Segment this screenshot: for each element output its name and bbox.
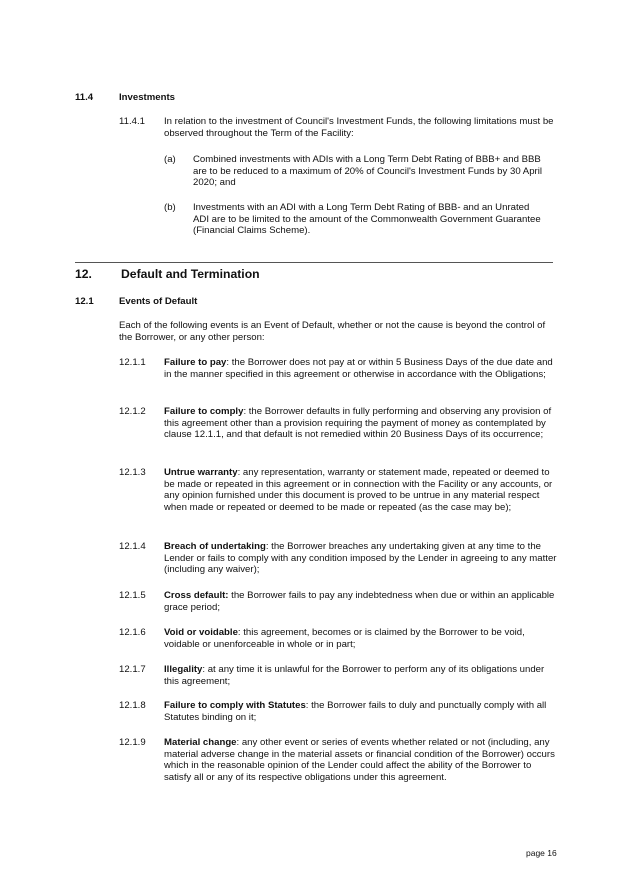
paragraph-text: Combined investments with ADIs with a Long Term Debt Rating of BBB+ and BBB are to be reduced to a maximum of 20% of Council's Investment Funds by 30 April 2020; and: [193, 154, 542, 189]
clause-text: Failure to comply with Statutes: the Borrower fails to duly and punctually comply with all Statutes binding on it;: [164, 700, 547, 723]
clause-term: Illegality: [164, 664, 203, 675]
clause-number: 12.1.9: [119, 737, 146, 748]
section-number: 11.4: [75, 92, 94, 103]
clause-term: Void or voidable: [164, 627, 238, 638]
clause-number: 12.1.4: [119, 541, 146, 552]
clause-text: Cross default: the Borrower fails to pay any indebtedness when due or within an applicable grace period;: [164, 590, 555, 613]
section-number: 12.1: [75, 296, 94, 307]
clause-text: Failure to pay: the Borrower does not pay at or within 5 Business Days of the due date and in the manner specified in this agreement or otherwise in accordance with the Obligations;: [164, 357, 553, 380]
intro-paragraph: Each of the following events is an Event of Default, whether or not the cause is beyond the control of the Borrower, or any other person:: [119, 320, 546, 343]
clause-term: Breach of undertaking: [164, 541, 266, 552]
clause-number: 12.1.7: [119, 664, 146, 675]
clause-number: 12.1.3: [119, 467, 146, 478]
page-number: page 16: [526, 848, 557, 858]
clause-text: Void or voidable: this agreement, becomes or is claimed by the Borrower to be void, voidable or unenforceable in whole or in part;: [164, 627, 525, 650]
clause-number: 12.1.5: [119, 590, 146, 601]
clause-text: Material change: any other event or series of events whether related or not (including, any material adverse change in the material assets or financial condition of the Borrower) occurs which in the reasonable opinion of the Lender could affect the ability of the Borrower to satisfy all or any of its respective obligations under this agreement.: [164, 737, 555, 784]
section-title: Investments: [119, 92, 175, 103]
paragraph-text: Investments with an ADI with a Long Term Debt Rating of BBB- and an Unrated ADI are to be limited to the amount of the Commonwealth Government Guarantee (Financial Claims Scheme).: [193, 202, 541, 237]
clause-term: Material change: [164, 737, 237, 748]
clause-text: Breach of undertaking: the Borrower breaches any undertaking given at any time to the Lender or fails to comply with any condition imposed by the Lender in agreeing to any matter (including any waiver);: [164, 541, 557, 576]
clause-term: Failure to comply: [164, 406, 244, 417]
clause-number: 12.1.8: [119, 700, 146, 711]
heading-number: 12.: [75, 267, 92, 281]
heading-title: Default and Termination: [121, 267, 260, 281]
clause-number: 12.1.6: [119, 627, 146, 638]
clause-term: Failure to pay: [164, 357, 227, 368]
section-divider: [75, 262, 553, 263]
clause-term: Untrue warranty: [164, 467, 238, 478]
clause-text: Failure to comply: the Borrower defaults in fully performing and observing any provision of this agreement other than a provision requiring the payment of money as contemplated by clause 12.1.1, and that default is not remedied within 20 Business Days of its occurrence;: [164, 406, 552, 441]
clause-number: 12.1.2: [119, 406, 146, 417]
clause-text: Untrue warranty: any representation, warranty or statement made, repeated or deemed to be made or repeated in this agreement or in connection with the Facility or any accounts, or any opinion furnished under this document is proved to be untrue in any material respect when made or repeated or deemed to be made or repeated (as the case may be);: [164, 467, 553, 514]
clause-number: 11.4.1: [119, 116, 145, 127]
paragraph-label: (b): [164, 202, 176, 213]
clause-term: Failure to comply with Statutes: [164, 700, 306, 711]
paragraph-label: (a): [164, 154, 176, 165]
clause-text: In relation to the investment of Council's Investment Funds, the following limitations must be observed throughout the Term of the Facility:: [164, 116, 554, 139]
section-title: Events of Default: [119, 296, 198, 307]
clause-term: Cross default:: [164, 590, 229, 601]
clause-number: 12.1.1: [119, 357, 146, 368]
clause-text: Illegality: at any time it is unlawful for the Borrower to perform any of its obligations under this agreement;: [164, 664, 545, 687]
